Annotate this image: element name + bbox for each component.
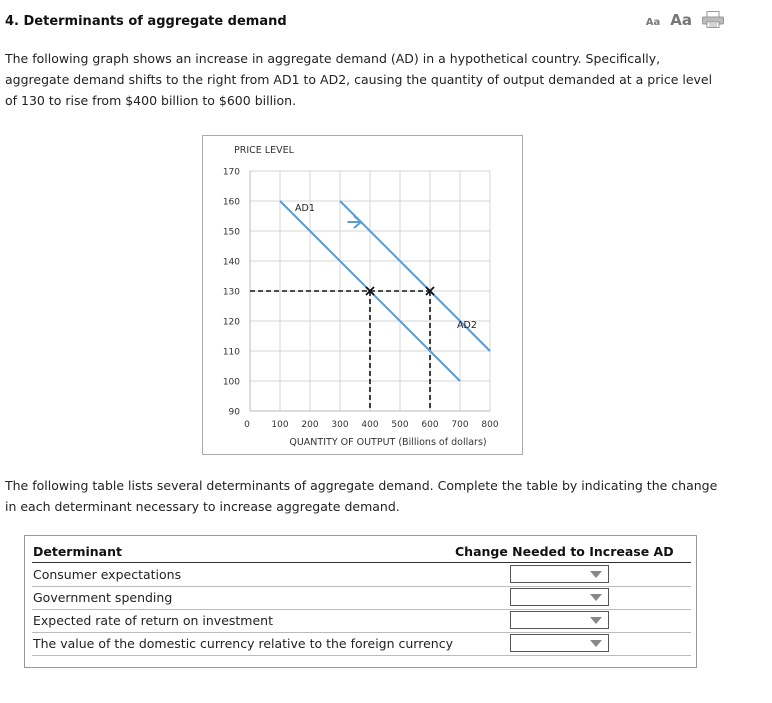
table-row: [32, 610, 691, 633]
dropdown-arrow-icon: [590, 571, 602, 578]
dropdown-arrow-icon: [590, 617, 602, 624]
dropdown-arrow-icon: [590, 594, 602, 601]
table-row: [32, 587, 691, 610]
determinants-table: [24, 535, 697, 668]
x-tick-label: 700: [451, 420, 469, 430]
y-tick-label: 120: [222, 317, 240, 328]
x-tick-label: 800: [481, 420, 499, 430]
y-tick-label: 140: [222, 257, 240, 268]
y-tick-label: 110: [222, 347, 240, 358]
header-determinant: Determinant: [33, 544, 122, 559]
determinant-label: Expected rate of return on investment: [33, 613, 274, 628]
x-tick-label: 100: [271, 420, 289, 430]
table-intro-paragraph: The following table lists several determinants of aggregate demand. Complete the table by indicating the change in each determinant necessary to increase aggregate demand.: [5, 478, 718, 514]
intro-paragraph: The following graph shows an increase in aggregate demand (AD) in a hypothetical country. Specifically, aggregate demand shifts to the right from AD1 to AD2, causing the quantity of output demanded at a price level of 130 to rise from $400 billion to $600 billion.: [5, 51, 713, 108]
table-row: [32, 564, 691, 587]
determinant-label: Consumer expectations: [33, 567, 182, 582]
x-axis-title: QUANTITY OF OUTPUT (Billions of dollars): [289, 437, 487, 448]
determinant-label: Government spending: [33, 590, 173, 605]
print-icon[interactable]: [702, 11, 724, 28]
change-dropdown[interactable]: [510, 565, 609, 583]
table-row: [32, 633, 691, 656]
x-tick-label: 400: [361, 420, 379, 430]
y-tick-label: 150: [222, 227, 240, 238]
change-dropdown[interactable]: [510, 588, 609, 606]
change-dropdown[interactable]: [510, 611, 609, 629]
x-tick-label: 300: [331, 420, 349, 430]
font-size-small-button[interactable]: Aa: [645, 17, 661, 28]
toolbar: [646, 11, 724, 28]
y-tick-label: 130: [222, 287, 240, 298]
ad-chart-svg: [203, 136, 522, 454]
y-tick-label: 90: [228, 407, 240, 418]
change-dropdown[interactable]: [510, 634, 609, 652]
y-tick-label: 160: [222, 197, 240, 208]
x-tick-label: 0: [244, 420, 250, 430]
y-tick-label: 100: [222, 377, 240, 388]
question-title: 4. Determinants of aggregate demand: [5, 14, 287, 29]
curve-label-ad2: AD2: [457, 320, 477, 331]
table-header: [32, 544, 691, 563]
y-axis-title: PRICE LEVEL: [234, 145, 294, 156]
x-tick-label: 200: [301, 420, 319, 430]
y-tick-label: 170: [222, 167, 240, 178]
x-tick-label: 600: [421, 420, 439, 430]
header-change-needed: Change Needed to Increase AD: [455, 544, 674, 559]
dropdown-arrow-icon: [590, 640, 602, 647]
determinant-label: The value of the domestic currency relative to the foreign currency: [33, 636, 453, 651]
font-size-large-button[interactable]: Aa: [670, 11, 692, 29]
x-tick-label: 500: [391, 420, 409, 430]
curve-label-ad1: AD1: [295, 203, 315, 214]
ad-graph: [202, 135, 523, 455]
